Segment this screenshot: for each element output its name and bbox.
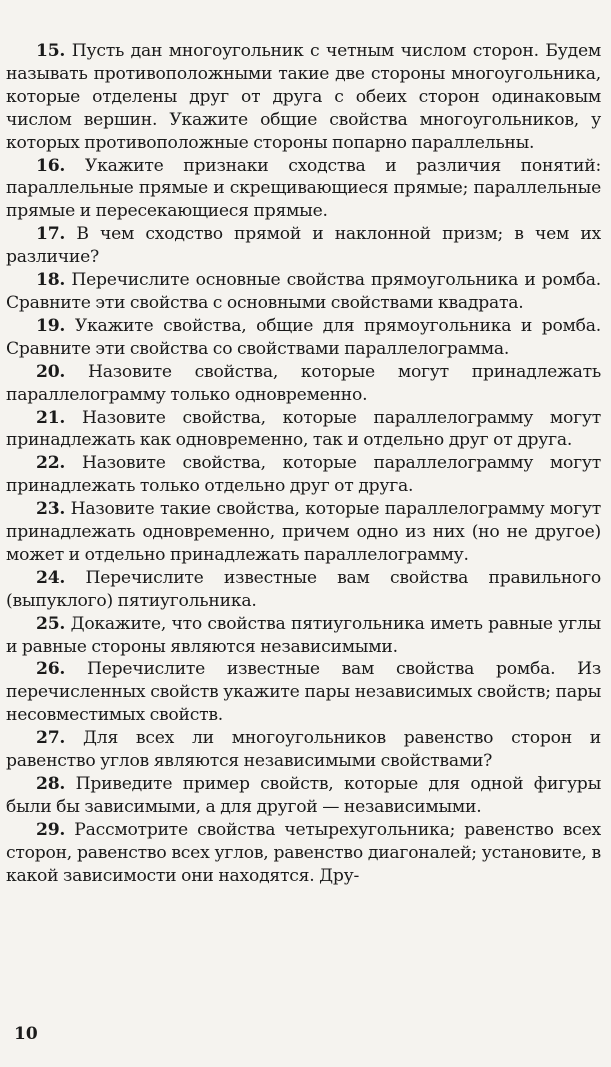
problem-number: 28.	[36, 774, 66, 794]
problem-text: Перечислите известные вам свойства ромба. Из перечисленных свойств укажите пары независимых свойств; пары несовместимых свойств.	[6, 659, 601, 726]
problem-21	[6, 407, 601, 453]
problem-text: Докажите, что свойства пятиугольника иметь равные углы и равные стороны являются независимыми.	[6, 613, 601, 657]
problem-text: Приведите пример свойств, которые для одной фигуры были бы зависимыми, а для другой — независимыми.	[6, 774, 601, 817]
problem-16	[6, 155, 601, 224]
problem-number: 15.	[36, 41, 66, 61]
problem-29	[6, 819, 601, 888]
problem-text: В чем сходство прямой и наклонной призм; в чем их различие?	[6, 224, 601, 268]
problem-22	[6, 452, 601, 498]
problem-text: Пусть дан многоугольник с четным числом сторон. Будем называть противоположными такие две стороны многоугольника, которые отделены друг от друга с обеих сторон одинаковым числом вершин. Укажите общие свойства многоугольников, у которых противоположные стороны попарно параллельны.	[6, 41, 601, 153]
problem-number: 23.	[36, 499, 66, 520]
problem-23	[6, 498, 601, 567]
problem-24	[6, 567, 601, 613]
problem-27	[6, 727, 601, 773]
problem-15	[6, 40, 601, 155]
problem-number: 24.	[36, 567, 66, 588]
problem-number: 27.	[36, 728, 66, 749]
problem-number: 16.	[36, 155, 66, 176]
problem-number: 29.	[36, 819, 66, 840]
problem-19	[6, 315, 601, 361]
problem-number: 17.	[36, 224, 66, 245]
problem-list	[6, 40, 601, 888]
problem-text: Рассмотрите свойства четырехугольника; равенство всех сторон, равенство всех углов, равенство диагоналей; установите, в какой зависимости они находятся. Дру-	[6, 819, 601, 886]
problem-number: 26.	[36, 659, 66, 680]
problem-26	[6, 658, 601, 727]
problem-number: 22.	[36, 453, 66, 474]
problem-18	[6, 269, 601, 315]
problem-text: Перечислите основные свойства прямоугольника и ромба. Сравните эти свойства с основными свойствами квадрата.	[6, 270, 601, 313]
problem-28	[6, 773, 601, 819]
problem-number: 25.	[36, 613, 66, 634]
problem-20	[6, 361, 601, 407]
problem-number: 20.	[36, 361, 66, 382]
problem-text: Назовите свойства, которые параллелограмму могут принадлежать только отдельно друг от друга.	[6, 453, 601, 497]
problem-17	[6, 223, 601, 269]
problem-text: Назовите такие свойства, которые параллелограмму могут принадлежать одновременно, причем одно из них (но не другое) может и отдельно принадлежать параллелограмму.	[6, 499, 601, 565]
problem-number: 18.	[36, 270, 66, 291]
problem-text: Назовите свойства, которые параллелограмму могут принадлежать как одновременно, так и отдельно друг от друга.	[6, 407, 601, 451]
page-number: 10	[14, 1024, 38, 1044]
problem-number: 19.	[36, 315, 66, 336]
problem-text: Перечислите известные вам свойства правильного (выпуклого) пятиугольника.	[6, 567, 602, 611]
problem-text: Укажите признаки сходства и различия понятий: параллельные прямые и скрещивающиеся прямые; параллельные прямые и пересекающиеся прямые.	[6, 155, 601, 222]
problem-text: Укажите свойства, общие для прямоугольника и ромба. Сравните эти свойства со свойствами параллелограмма.	[6, 315, 601, 359]
problem-number: 21.	[36, 407, 66, 428]
problem-text: Для всех ли многоугольников равенство сторон и равенство углов являются независимыми свойствами?	[6, 728, 601, 772]
problem-text: Назовите свойства, которые могут принадлежать параллелограмму только одновременно.	[6, 361, 601, 405]
problem-25	[6, 613, 601, 659]
